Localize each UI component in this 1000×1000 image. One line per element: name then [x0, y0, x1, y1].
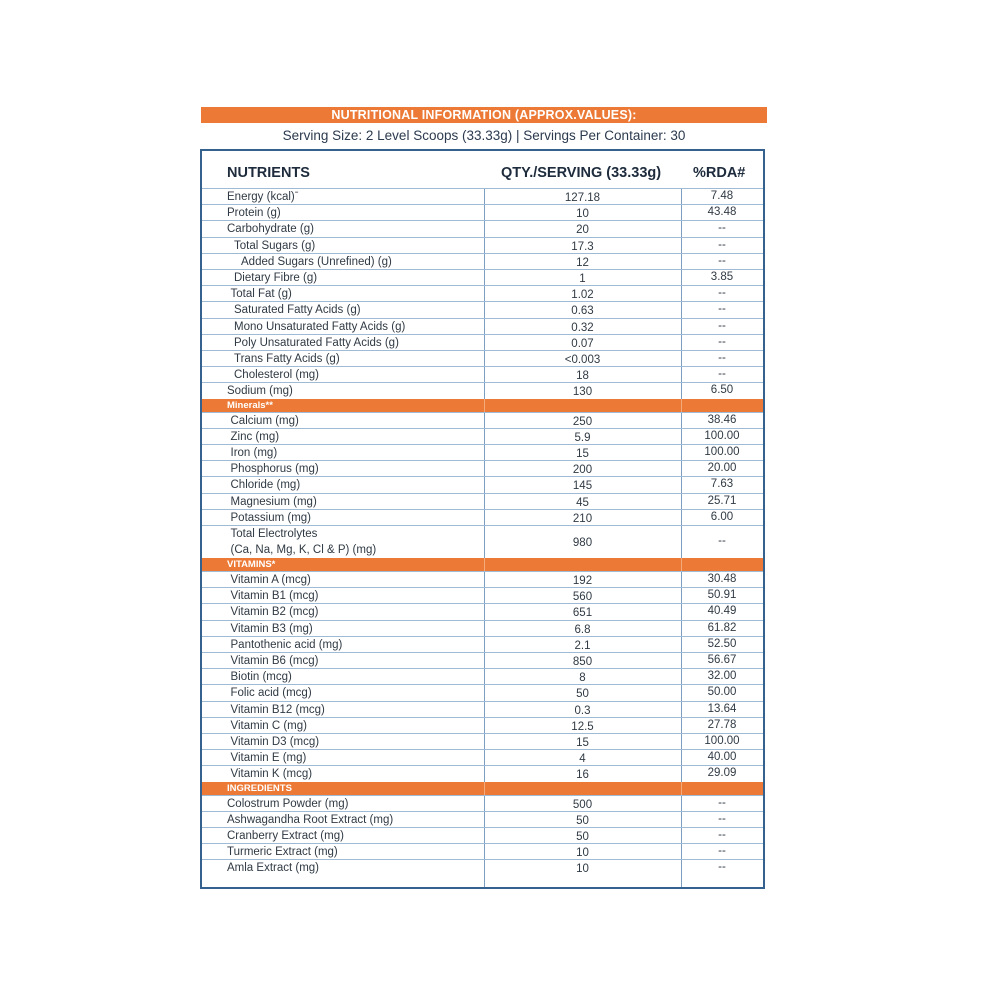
rda-value: 50.00 [707, 686, 737, 699]
rda-value: 40.00 [707, 751, 737, 764]
table-row [202, 795, 763, 811]
rda-value: -- [718, 828, 726, 841]
rda-value: 100.00 [704, 734, 740, 747]
nutrient-name: Vitamin B3 (mg) [230, 622, 313, 635]
table-header [202, 151, 763, 188]
table-row [202, 525, 763, 558]
rda-value: 100.00 [704, 429, 740, 442]
nutrient-name: Cholesterol (mg) [234, 369, 319, 382]
serving-size-text: Serving Size: 2 Level Scoops (33.33g) | Servings Per Container: 30 [282, 128, 686, 143]
nutrient-name: Pantothenic acid (mg) [230, 638, 343, 651]
table-row [202, 253, 763, 269]
qty-value: 10 [576, 208, 589, 221]
table-row [202, 717, 763, 733]
rda-value: 38.46 [707, 413, 737, 426]
qty-value: 130 [572, 386, 593, 399]
qty-value: 250 [572, 415, 593, 428]
rda-value: -- [718, 222, 726, 235]
qty-value: 0.3 [574, 704, 591, 717]
table-row [202, 301, 763, 317]
qty-value: 2.1 [574, 639, 591, 652]
nutrient-name: Iron (mg) [230, 447, 278, 459]
rda-value: -- [718, 861, 726, 874]
table-row [202, 859, 763, 875]
rda-value: 100.00 [704, 446, 740, 458]
table-row [202, 811, 763, 827]
nutrient-name: Energy (kcal)ˉ [227, 191, 299, 203]
table-row [202, 620, 763, 636]
nutrient-name: Vitamin C (mg) [230, 719, 307, 732]
nutrient-name: Calcium (mg) [230, 414, 299, 427]
nutrient-name: Trans Fatty Acids (g) [234, 353, 340, 365]
section-header [202, 782, 763, 795]
qty-value: 16 [576, 769, 589, 782]
table-row [202, 269, 763, 285]
qty-value: 12.5 [571, 720, 594, 733]
section-divider [681, 399, 682, 412]
table-row [202, 587, 763, 603]
qty-value: 1 [579, 273, 586, 285]
nutrient-name: Carbohydrate (g) [227, 223, 314, 236]
rda-value: 29.09 [707, 767, 737, 780]
table-row [202, 476, 763, 492]
qty-value: 0.63 [571, 305, 594, 318]
table-row [202, 204, 763, 220]
table-row [202, 493, 763, 509]
nutrient-name: Mono Unsaturated Fatty Acids (g) [234, 320, 406, 333]
table-row [202, 652, 763, 668]
qty-value: 0.07 [571, 337, 594, 350]
rda-value: 40.49 [707, 605, 737, 618]
qty-value: 20 [576, 224, 589, 237]
nutrient-name: Added Sugars (Unrefined) (g) [241, 255, 392, 268]
qty-value: 45 [576, 496, 589, 509]
nutrient-name: Biotin (mcg) [230, 671, 292, 684]
nutrient-name: Amla Extract (mg) [227, 862, 320, 875]
nutrient-name: Magnesium (mg) [230, 495, 317, 508]
qty-value: 850 [572, 655, 593, 668]
rda-value: 25.71 [707, 494, 737, 507]
section-divider [484, 558, 485, 571]
qty-value: 8 [579, 672, 586, 685]
rda-value: -- [718, 535, 726, 547]
rda-value: -- [718, 812, 726, 825]
nutrient-name: Vitamin K (mcg) [230, 768, 313, 781]
rda-value: 56.67 [707, 653, 737, 666]
nutrition-title-bar: NUTRITIONAL INFORMATION (APPROX.VALUES): [201, 107, 767, 123]
nutrient-name: Ashwagandha Root Extract (mg) [227, 813, 394, 826]
nutrient-name: Vitamin E (mg) [230, 752, 307, 765]
header-rda: %RDA# [693, 165, 746, 181]
nutrient-name: Sodium (mg) [227, 385, 293, 398]
table-row [202, 350, 763, 366]
table-row [202, 843, 763, 859]
section-label: VITAMINS* [227, 558, 276, 570]
section-header [202, 558, 763, 571]
rda-value: 43.48 [707, 206, 737, 219]
qty-value: 50 [576, 688, 589, 701]
table-row [202, 366, 763, 382]
qty-value: 50 [576, 830, 589, 843]
table-row [202, 382, 763, 398]
nutrient-name-line2: (Ca, Na, Mg, K, Cl & P) (mg) [230, 544, 377, 557]
rda-value: -- [718, 845, 726, 858]
section-divider [484, 399, 485, 412]
section-divider [681, 782, 682, 795]
rda-value: -- [718, 368, 726, 381]
qty-value: 15 [576, 448, 589, 460]
rda-value: 61.82 [707, 621, 737, 634]
table-row [202, 237, 763, 253]
qty-value: 145 [572, 480, 593, 493]
rda-value: 30.48 [707, 572, 737, 585]
section-divider [681, 558, 682, 571]
nutrient-name: Saturated Fatty Acids (g) [234, 304, 361, 317]
rda-value: 7.63 [710, 478, 734, 491]
nutrition-table [200, 149, 765, 889]
rda-value: -- [718, 319, 726, 332]
nutrient-name: Colostrum Powder (mg) [227, 797, 349, 810]
qty-value: 10 [576, 847, 589, 860]
nutrient-name: Vitamin B12 (mcg) [230, 703, 325, 716]
nutrient-name: Total Sugars (g) [234, 239, 316, 252]
section-label: INGREDIENTS [227, 782, 292, 794]
nutrient-name: Vitamin B6 (mcg) [230, 654, 319, 667]
table-row [202, 334, 763, 350]
qty-value: <0.003 [564, 354, 601, 366]
table-row [202, 444, 763, 460]
nutrient-name: Phosphorus (mg) [230, 463, 319, 476]
qty-value: 127.18 [564, 192, 601, 204]
section-label: Minerals** [227, 399, 273, 411]
table-row [202, 285, 763, 301]
table-row [202, 603, 763, 619]
rda-value: 20.00 [707, 462, 737, 475]
table-row [202, 318, 763, 334]
rda-value: 50.91 [707, 589, 737, 602]
qty-value: 192 [572, 574, 593, 587]
nutrient-name: Zinc (mg) [230, 430, 280, 443]
rda-value: -- [718, 352, 726, 364]
nutrient-name: Chloride (mg) [230, 479, 301, 492]
qty-value: 5.9 [574, 431, 591, 444]
nutrient-name: Vitamin A (mcg) [230, 573, 311, 586]
table-row [202, 749, 763, 765]
table-row [202, 636, 763, 652]
header-nutrients: NUTRIENTS [227, 165, 310, 181]
qty-value: 200 [572, 464, 593, 477]
table-row [202, 509, 763, 525]
qty-value: 12 [576, 256, 589, 269]
rda-value: 32.00 [707, 670, 737, 683]
nutrient-name: Poly Unsaturated Fatty Acids (g) [234, 336, 399, 349]
nutrient-name: Vitamin D3 (mcg) [230, 735, 320, 748]
header-qty-per-serving: QTY./SERVING (33.33g) [501, 165, 662, 181]
qty-value: 500 [572, 798, 593, 811]
section-header [202, 399, 763, 412]
qty-value: 560 [572, 591, 593, 604]
table-row [202, 701, 763, 717]
nutrient-name: Total Electrolytes [230, 528, 318, 540]
rda-value: -- [718, 796, 726, 809]
rda-value: -- [718, 238, 726, 251]
table-row [202, 428, 763, 444]
rda-value: -- [718, 287, 726, 300]
nutrient-name: Vitamin B1 (mcg) [230, 590, 319, 603]
rda-value: 7.48 [710, 190, 734, 202]
rda-value: 3.85 [710, 271, 734, 283]
nutrient-name: Protein (g) [227, 207, 281, 220]
qty-value: 6.8 [574, 623, 591, 636]
nutrient-name: Cranberry Extract (mg) [227, 829, 344, 842]
table-row [202, 827, 763, 843]
qty-value: 980 [572, 537, 593, 549]
qty-value: 17.3 [571, 240, 594, 253]
rda-value: 27.78 [707, 718, 737, 731]
nutrient-name: Dietary Fibre (g) [234, 272, 318, 284]
rda-value: 6.50 [710, 384, 734, 397]
table-row [202, 571, 763, 587]
table-row [202, 188, 763, 204]
table-row [202, 684, 763, 700]
section-divider [484, 782, 485, 795]
qty-value: 4 [579, 753, 586, 766]
qty-value: 0.32 [571, 321, 594, 334]
rda-value: 13.64 [707, 702, 737, 715]
qty-value: 50 [576, 814, 589, 827]
qty-value: 10 [576, 863, 589, 876]
qty-value: 1.02 [571, 289, 594, 302]
qty-value: 18 [576, 370, 589, 383]
nutrient-name: Turmeric Extract (mg) [227, 846, 338, 859]
nutrient-name: Total Fat (g) [230, 288, 292, 301]
table-row [202, 668, 763, 684]
qty-value: 651 [572, 607, 593, 620]
table-row [202, 220, 763, 236]
rda-value: -- [718, 303, 726, 316]
qty-value: 210 [572, 512, 593, 525]
table-row [202, 733, 763, 749]
nutrient-name: Folic acid (mcg) [230, 687, 312, 700]
rda-value: -- [718, 254, 726, 267]
rda-value: 6.00 [710, 510, 734, 523]
rda-value: -- [718, 335, 726, 348]
qty-value: 15 [576, 736, 589, 749]
table-row [202, 460, 763, 476]
table-row [202, 412, 763, 428]
table-row [202, 765, 763, 781]
nutrient-name: Vitamin B2 (mcg) [230, 606, 319, 619]
nutrient-name: Potassium (mg) [230, 511, 312, 524]
rda-value: 52.50 [707, 637, 737, 650]
